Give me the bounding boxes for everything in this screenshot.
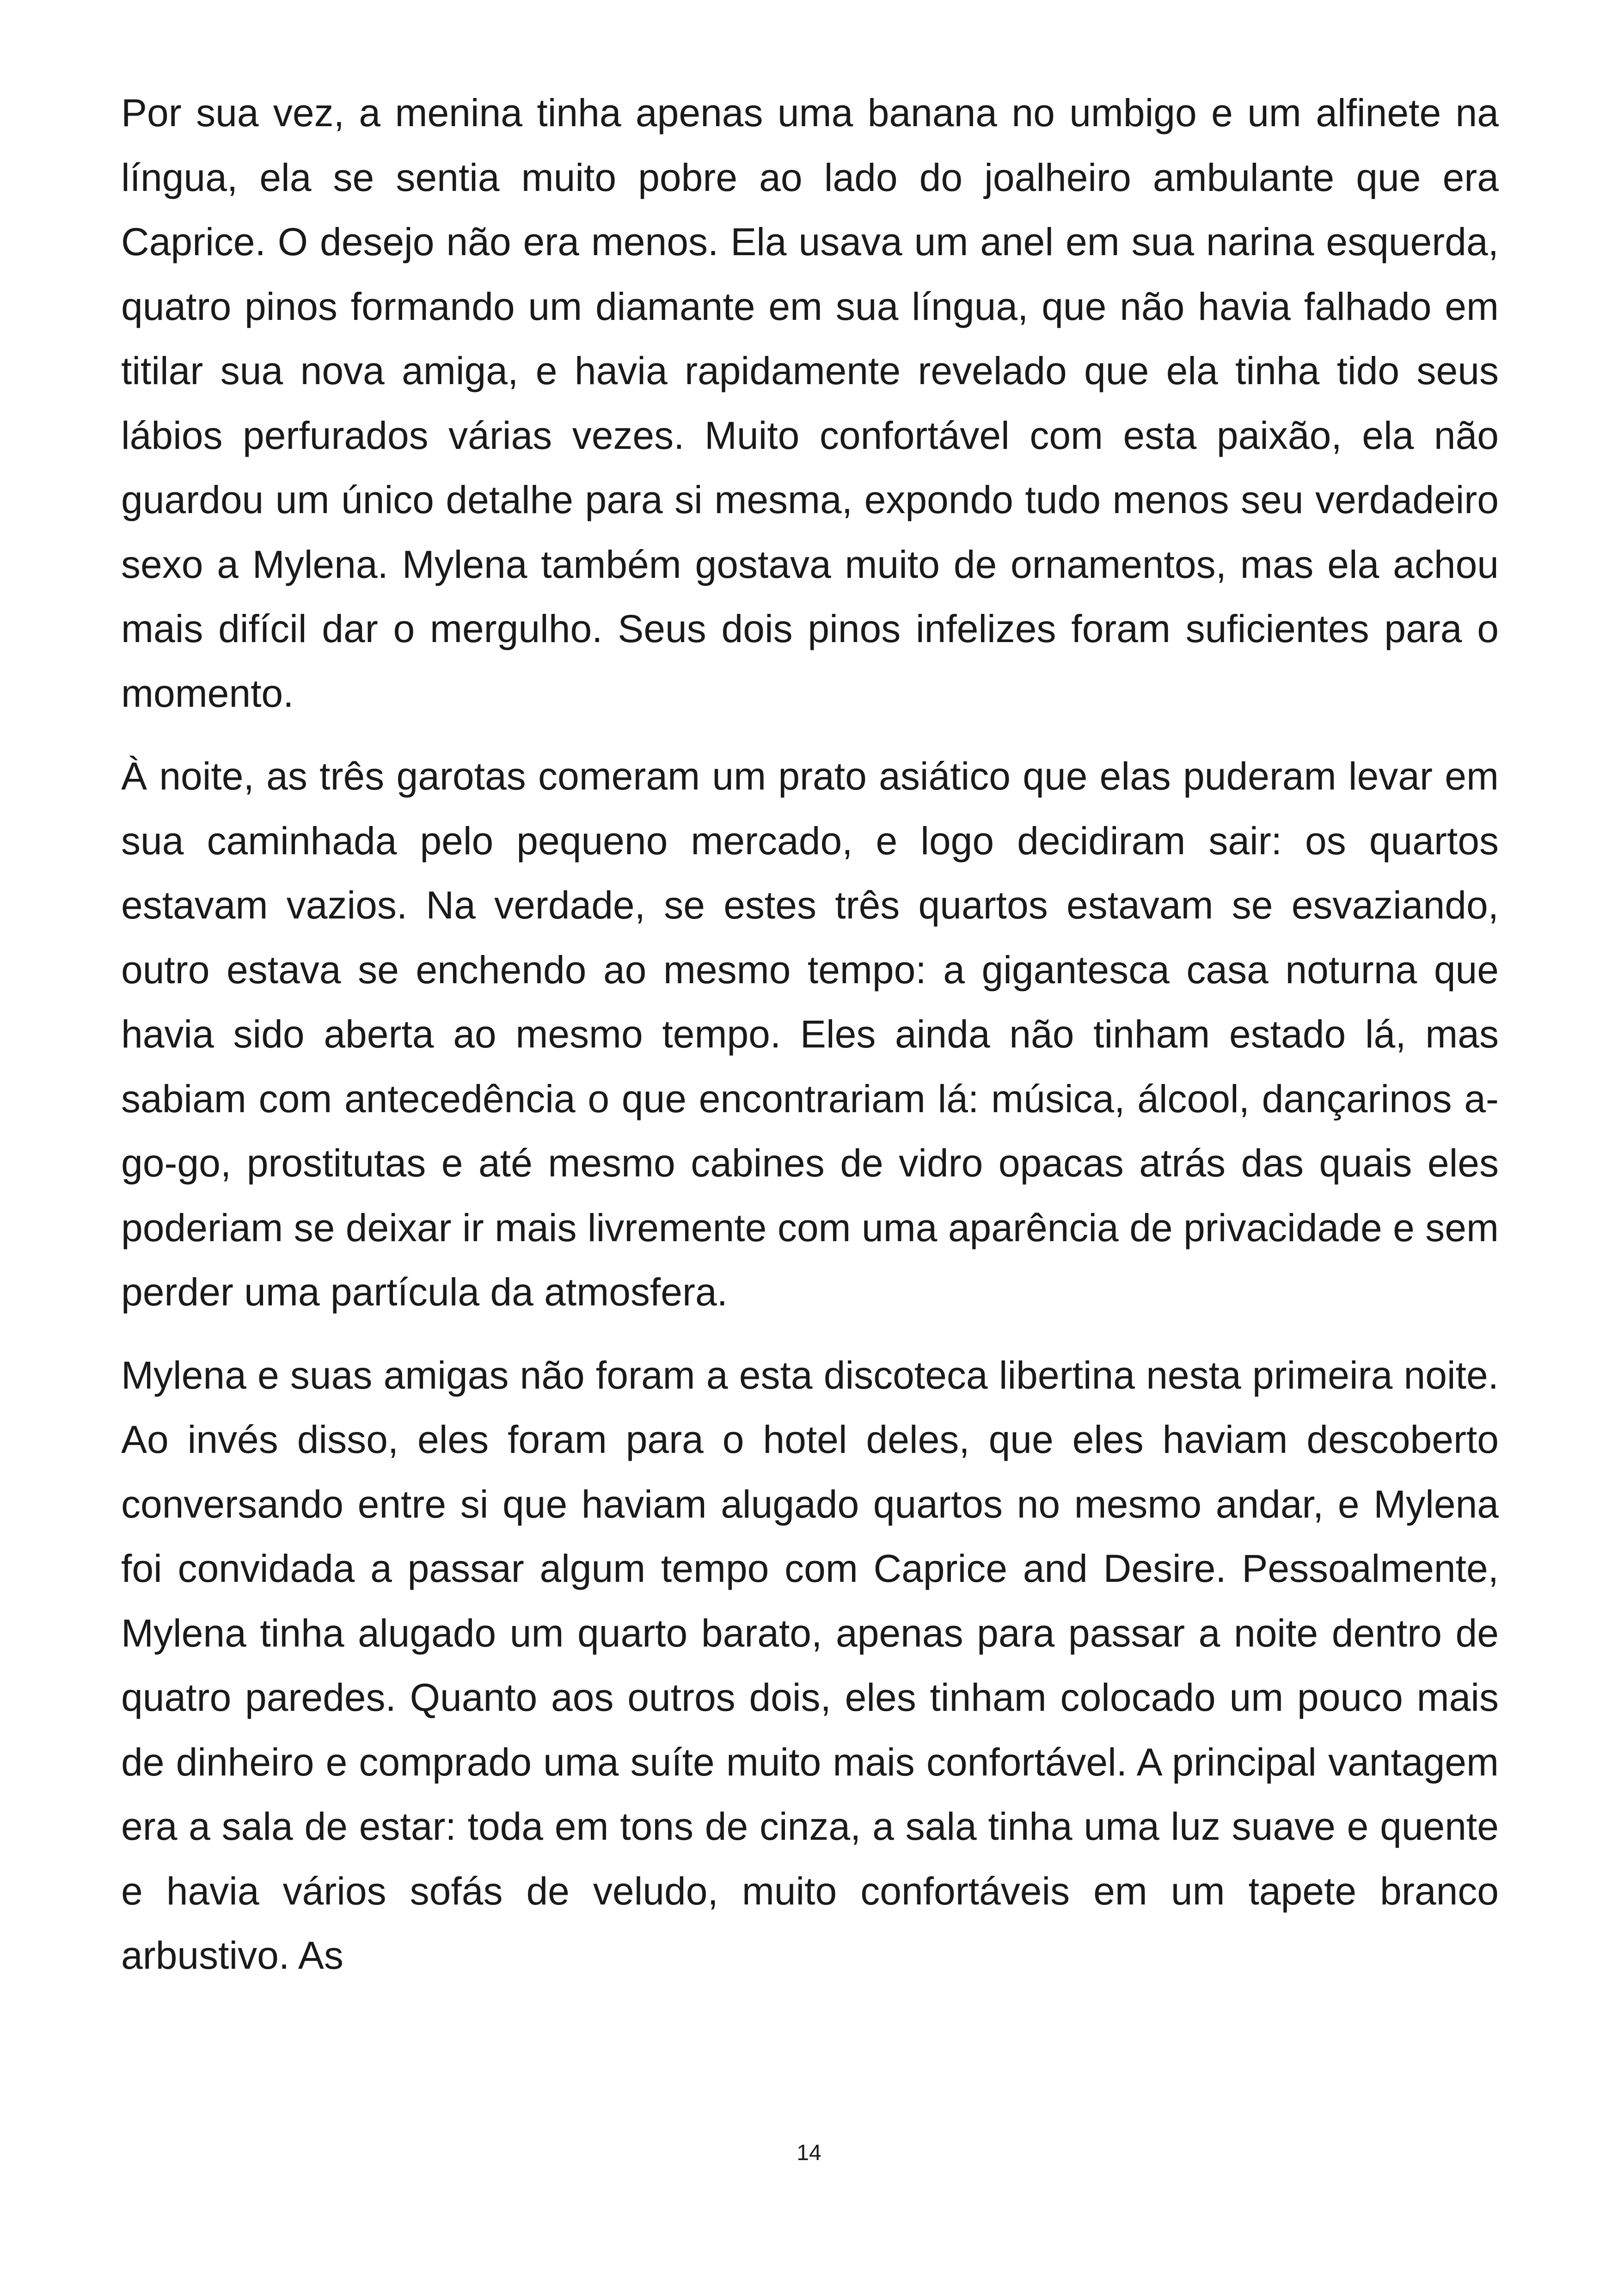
page-number: 14 [797, 2141, 821, 2165]
page-body [121, 81, 1499, 2007]
paragraph: Por sua vez, a menina tinha apenas uma banana no umbigo e um alfinete na língua, ela se sentia muito pobre ao lado do joalheiro ambulante que era Caprice. O desejo não era menos. Ela usava um anel em sua narina esquerda, quatro pinos formando um diamante em sua língua, que não havia falhado em titilar sua nova amiga, e havia rapidamente revelado que ela tinha tido seus lábios perfurados várias vezes. Muito confortável com esta paixão, ela não guardou um único detalhe para si mesma, expondo tudo menos seu verdadeiro sexo a Mylena. Mylena também gostava muito de ornamentos, mas ela achou mais difícil dar o mergulho. Seus dois pinos infelizes foram suficientes para o momento. [121, 91, 1499, 715]
paragraph: À noite, as três garotas comeram um prato asiático que elas puderam levar em sua caminhada pelo pequeno mercado, e logo decidiram sair: os quartos estavam vazios. Na verdade, se estes três quartos estavam se esvaziando, outro estava se enchendo ao mesmo tempo: a gigantesca casa noturna que havia sido aberta ao mesmo tempo. Eles ainda não tinham estado lá, mas sabiam com antecedência o que encontrariam lá: música, álcool, dançarinos a-go-go, prostitutas e até mesmo cabines de vidro opacas atrás das quais eles poderiam se deixar ir mais livremente com uma aparência de privacidade e sem perder uma partícula da atmosfera. [121, 754, 1499, 1314]
paragraph: Mylena e suas amigas não foram a esta discoteca libertina nesta primeira noite. Ao invés disso, eles foram para o hotel deles, que eles haviam descoberto conversando entre si que haviam alugado quartos no mesmo andar, e Mylena foi convidada a passar algum tempo com Caprice and Desire. Pessoalmente, Mylena tinha alugado um quarto barato, apenas para passar a noite dentro de quatro paredes. Quanto aos outros dois, eles tinham colocado um pouco mais de dinheiro e comprado uma suíte muito mais confortável. A principal vantagem era a sala de estar: toda em tons de cinza, a sala tinha uma luz suave e quente e havia vários sofás de veludo, muito confortáveis em um tapete branco arbustivo. As [121, 1353, 1499, 1977]
